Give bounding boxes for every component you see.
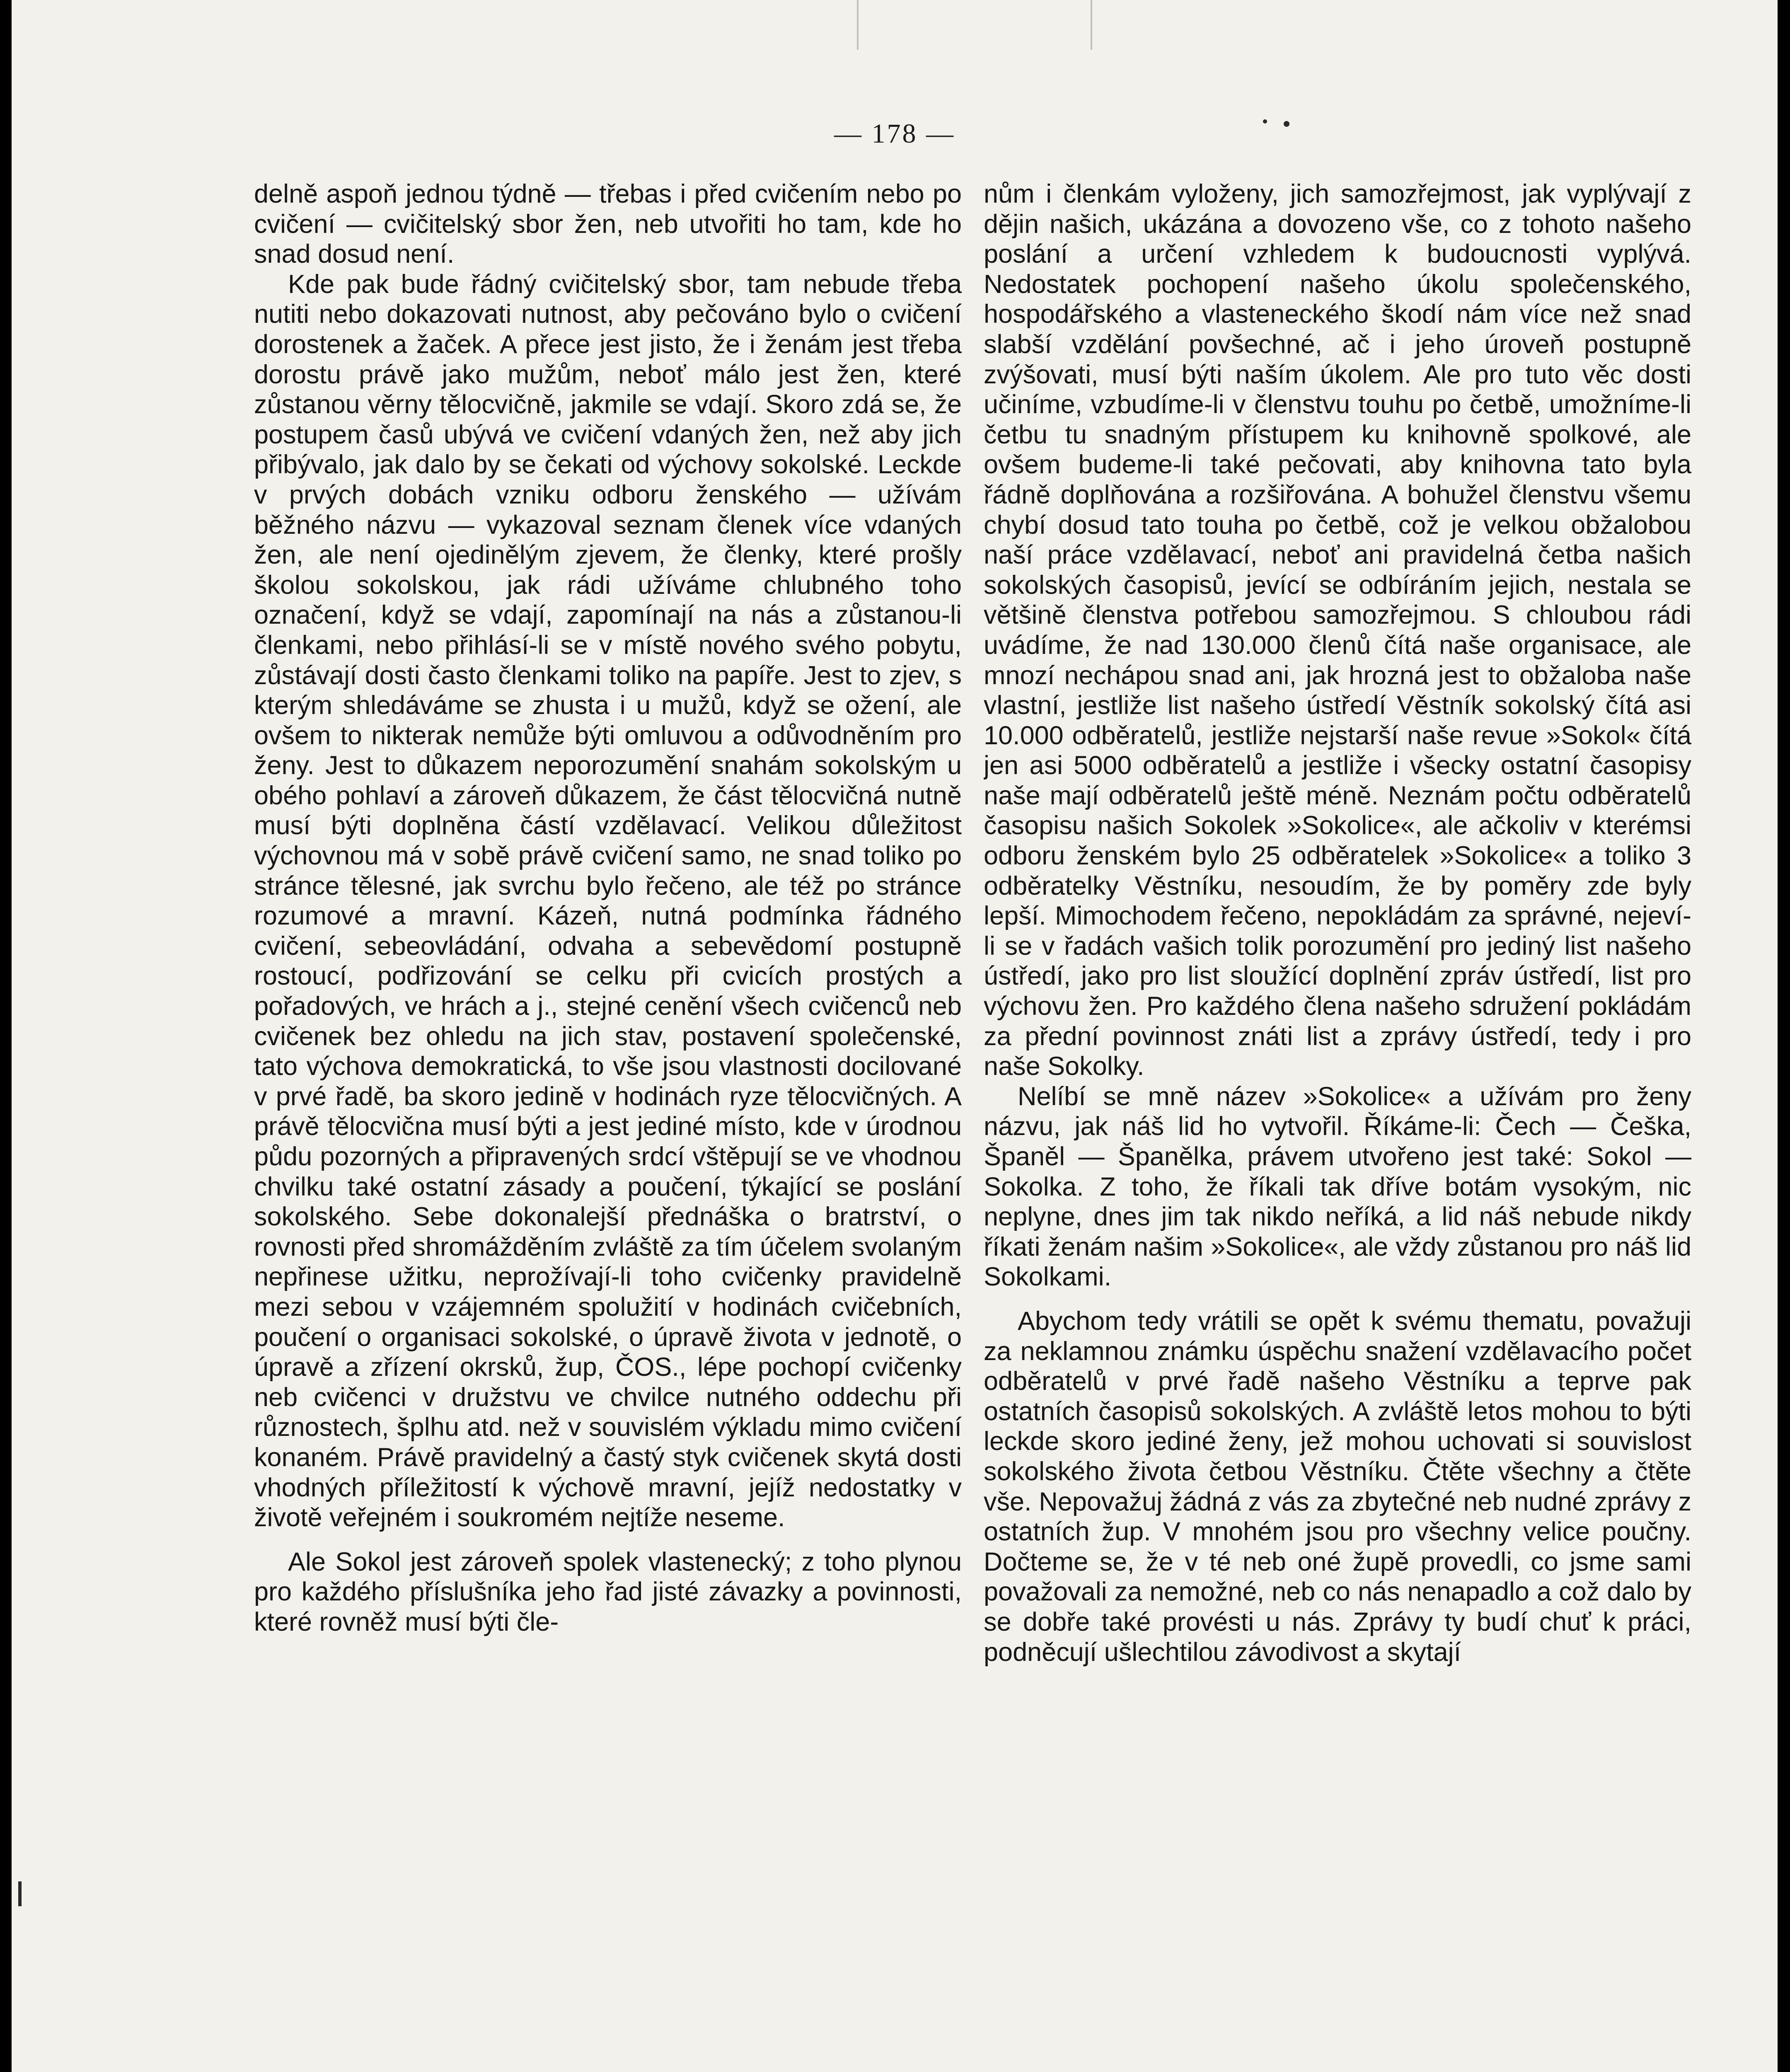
paragraph: Nelíbí se mně název »Sokolice« a užívám pro ženy názvu, jak náš lid ho vytvořil. Říkáme-li: Čech — Češka, Španěl — Španělka, právem utvořeno jest také: Sokol — Sokolka. Z toho, že říkali tak dříve botám vysokým, nic neplyne, dnes jim tak nikdo neříká, a lid náš nebude nikdy říkati ženám našim »Sokolice«, ale vždy zůstanou pro náš lid Sokolkami. bbox=[984, 1082, 1691, 1292]
paragraph: Kde pak bude řádný cvičitelský sbor, tam nebude třeba nutiti nebo dokazovati nutnost, aby pečováno bylo o cvičení dorostenek a žaček. A přece jest jisto, že i ženám jest třeba dorostu právě jako mužům, neboť málo jest žen, které zůstanou věrny tělocvičně, jakmile se vdají. Skoro zdá se, že postupem časů ubývá ve cvičení vdaných žen, než aby jich přibývalo, jak dalo by se čekati od výchovy sokolské. Leckde v prvých dobách vzniku odboru ženského — užívám běžného názvu — vykazoval seznam členek více vdaných žen, ale není ojedinělým zjevem, že členky, které prošly školou sokolskou, jak rádi užíváme chlubného toho označení, když se vdají, zapomínají na nás a zůstanou-li členkami, nebo přihlásí-li se v místě nového svého pobytu, zůstávají dosti často členkami toliko na papíře. Jest to zjev, s kterým shledáváme se zhusta i u mužů, když se ožení, ale ovšem to nikterak nemůže býti omluvou a odůvodněním pro ženy. Jest to důkazem neporozumění snahám sokolským u obého pohlaví a zároveň důkazem, že část tělocvičná nutně musí býti doplněna částí vzdělavací. Velikou důležitost výchovnou má v sobě právě cvičení samo, ne snad toliko po stránce tělesné, jak svrchu bylo řečeno, ale též po stránce rozumové a mravní. Kázeň, nutná podmínka řádného cvičení, sebeovládání, odvaha a sebevědomí postupně rostoucí, podřizování se celku při cvicích prostých a pořadových, ve hrách a j., stejné cenění všech cvičenců neb cvičenek bez ohledu na jich stav, postavení společenské, tato výchova demokratická, to vše jsou vlastnosti docilované v prvé řadě, ba skoro jedině v hodinách ryze tělocvičných. A právě tělocvična musí býti a jest jediné místo, kde v úrodnou půdu pozorných a připravených srdcí vštěpují se ve vhodnou chvilku také ostatní zásady a poučení, týkající se poslání sokolského. Sebe dokonalejší přednáška o bratrství, o rovnosti před shromážděním zvláště za tím účelem svolaným nepřinese užitku, neprožívají-li toho cvičenky pravidelně mezi sebou v vzájemném spolužití v hodinách cvičebních, poučení o organisaci sokolské, o úpravě života v jednotě, o úpravě a zřízení okrsků, žup, ČOS., lépe pochopí cvičenky neb cvičenci v družstvu ve chvilce nutného oddechu při různostech, šplhu atd. než v souvislém výkladu mimo cvičení konaném. Právě pravidelný a častý styk cvičenek skytá dosti vhodných příležitostí k výchově mravní, jejíž nedostatky v životě veřejném i soukromém nejtíže neseme. bbox=[254, 269, 962, 1532]
page-number: — 178 — bbox=[834, 119, 955, 149]
scan-speck bbox=[18, 1881, 22, 1906]
paragraph: nům i členkám vyloženy, jich samozřejmost, jak vyplývají z dějin našich, ukázána a dovozeno vše, co z tohoto našeho poslání a určení vzhledem k budoucnosti vyplývá. Nedostatek pochopení našeho úkolu společenského, hospodářského a vlasteneckého škodí nám více než snad slabší vzdělání povšechné, ač i jeho úroveň postupně zvýšovati, musí býti naším úkolem. Ale pro tuto věc dosti učiníme, vzbudíme-li v členstvu touhu po četbě, umožníme-li četbu tu snadným přístupem ku knihovně spolkové, ale ovšem budeme-li také pečovati, aby knihovna tato byla řádně doplňována a rozšiřována. A bohužel členstvu všemu chybí dosud tato touha po četbě, což je velkou obžalobou naší práce vzdělavací, neboť ani pravidelná četba našich sokolských časopisů, jevící se odbíráním jejich, nestala se většině členstva potřebou samozřejmou. S chloubou rádi uvádíme, že nad 130.000 členů čítá naše organisace, ale mnozí nechápou snad ani, jak hrozná jest to obžaloba naše vlastní, jestliže list našeho ústředí Věstník sokolský čítá asi 10.000 odběratelů, jestliže nejstarší naše revue »Sokol« čítá jen asi 5000 odběratelů a jestliže i všecky ostatní časopisy naše mají odběratelů ještě méně. Neznám počtu odběratelů časopisu našich Sokolek »Sokolice«, ale ačkoliv v kterémsi odboru ženském bylo 25 odběratelek »Sokolice« a toliko 3 odběratelky Věstníku, nesoudím, že by poměry zde byly lepší. Mimochodem řečeno, nepokládám za správné, nejeví-li se v řadách vašich tolik porozumění pro jediný list našeho ústředí, jako pro list sloužící doplnění zpráv ústředí, list pro výchovu žen. Pro každého člena našeho sdružení pokládám za přední povinnost znáti list a zprávy ústředí, tedy i pro naše Sokolky. bbox=[984, 179, 1691, 1081]
left-column bbox=[254, 179, 962, 2072]
scan-artifact bbox=[857, 0, 1092, 50]
paragraph: delně aspoň jednou týdně — třebas i před cvičením nebo po cvičení — cvičitelský sbor žen, neb utvořiti ho tam, kde ho snad dosud není. bbox=[254, 179, 962, 269]
paragraph: Ale Sokol jest zároveň spolek vlastenecký; z toho plynou pro každého příslušníka jeho řad jisté závazky a povinnosti, které rovněž musí býti čle- bbox=[254, 1547, 962, 1636]
right-column bbox=[984, 179, 1691, 2072]
scanned-page bbox=[12, 0, 1778, 2072]
paragraph: Abychom tedy vrátili se opět k svému thematu, považuji za neklamnou známku úspěchu snažení vzdělavacího počet odběratelů v prvé řadě našeho Věstníku a teprve pak ostatních časopisů sokolských. A zvláště letos mohou to býti leckde skoro jediné ženy, jež mohou uchovati si souvislost sokolského života četbou Věstníku. Čtěte všechny a čtěte vše. Nepovažuj žádná z vás za zbytečné neb nudné zprávy z ostatních žup. V mnohém jsou pro všechny velice poučny. Dočteme se, že v té neb oné župě provedli, co jsme sami považovali za nemožné, neb co nás nenapadlo a což dalo by se dobře také provésti u nás. Zprávy ty budí chuť k práci, podněcují ušlechtilou závodivost a skytají bbox=[984, 1306, 1691, 1667]
